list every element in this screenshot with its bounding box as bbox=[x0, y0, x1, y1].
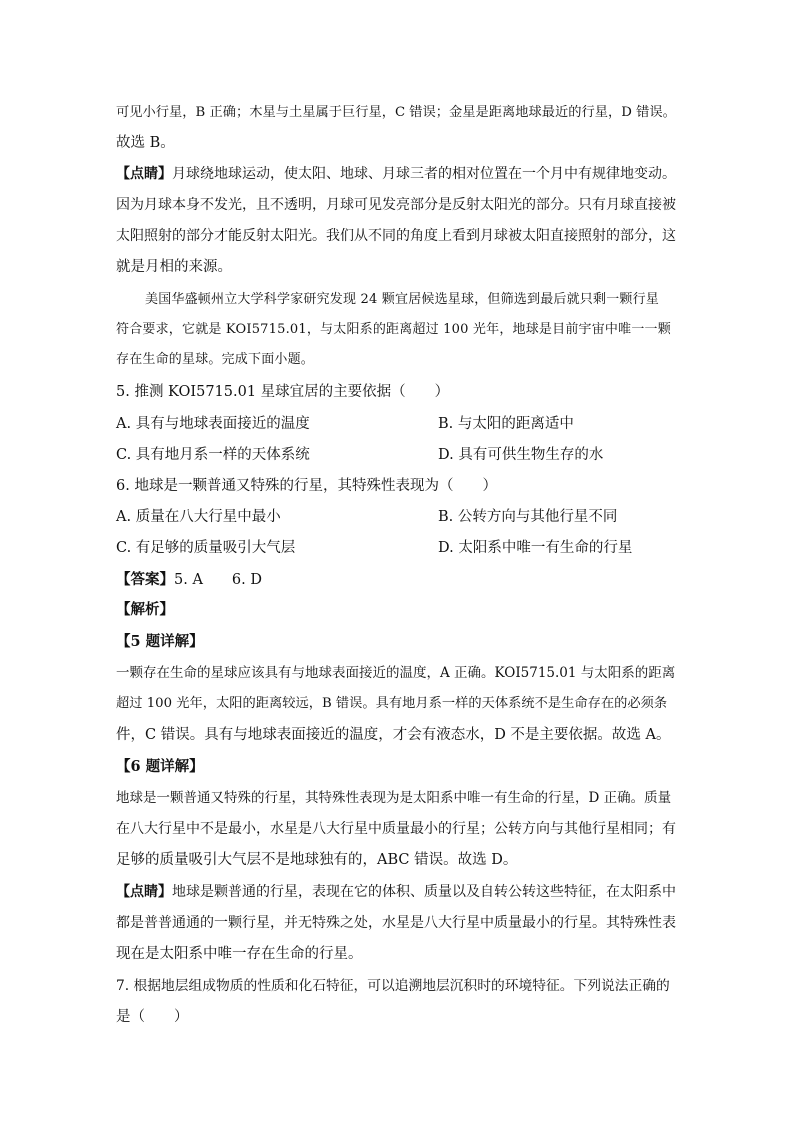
q6-option-b: B. 公转方向与其他行星不同 bbox=[438, 509, 618, 525]
q6-option-a: A. 质量在八大行星中最小 bbox=[116, 509, 281, 525]
detail-5-line: 超过 100 光年，太阳的距离较远，B 错误。具有地月系一样的天体系统不是生命存在的必须条 bbox=[116, 696, 668, 711]
text-line: 就是月相的来源。 bbox=[116, 259, 232, 275]
passage-line: 符合要求，它就是 KOI5715.01，与太阳系的距离超过 100 光年，地球是目前宇宙中唯一一颗 bbox=[116, 322, 671, 337]
tip-paragraph-line bbox=[116, 164, 676, 184]
detail-6-line: 足够的质量吸引大气层不是地球独有的，ABC 错误。故选 D。 bbox=[116, 852, 518, 868]
q5-option-a: A. 具有与地球表面接近的温度 bbox=[116, 416, 310, 432]
detail-6-line: 地球是一颗普通又特殊的行星，其特殊性表现为是太阳系中唯一有生命的行星，D 正确。质量 bbox=[116, 790, 672, 806]
q5-option-d: D. 具有可供生物生存的水 bbox=[438, 447, 604, 463]
q6-option-d: D. 太阳系中唯一有生命的行星 bbox=[438, 540, 633, 556]
text-line: 因为月球本身不发光，且不透明，月球可见发亮部分是反射太阳光的部分。只有月球直接被 bbox=[116, 197, 676, 213]
tip-2-line bbox=[116, 882, 676, 902]
tip-2-line: 都是普普通通的一颗行星，并无特殊之处，水星是八大行星中质量最小的行星。其特殊性表 bbox=[116, 915, 676, 931]
tip-tag: 【点睛】 bbox=[116, 166, 172, 182]
tip-2-tag: 【点睛】 bbox=[116, 884, 172, 900]
text-line: 太阳照射的部分才能反射太阳光。我们从不同的角度上看到月球被太阳直接照射的部分，这 bbox=[116, 228, 676, 244]
detail-6-tag: 【6 题详解】 bbox=[116, 758, 204, 775]
question-7-stem: 7. 根据地层组成物质的性质和化石特征，可以追溯地层沉积时的环境特征。下列说法正确的 bbox=[116, 978, 670, 994]
detail-5-line: 一颗存在生命的星球应该具有与地球表面接近的温度，A 正确。KOI5715.01 与太阳系的距离 bbox=[116, 665, 676, 681]
detail-6-line: 在八大行星中不是最小，水星是八大行星中质量最小的行星；公转方向与其他行星相同；有 bbox=[116, 821, 676, 837]
detail-5-line: 件，C 错误。具有与地球表面接近的温度，才会有液态水，D 不是主要依据。故选 A。 bbox=[116, 727, 671, 743]
q5-option-b: B. 与太阳的距离适中 bbox=[438, 416, 574, 432]
answer-line bbox=[116, 570, 262, 590]
question-7-stem-cont: 是（ ） bbox=[116, 1009, 189, 1025]
question-6-stem: 6. 地球是一颗普通又特殊的行星，其特殊性表现为（ ） bbox=[116, 478, 497, 494]
text-line: 故选 B。 bbox=[116, 135, 175, 151]
passage-line: 存在生命的星球。完成下面小题。 bbox=[116, 352, 315, 367]
tip-2-text: 地球是颗普通的行星，表现在它的体积、质量以及自转公转这些特征，在太阳系中 bbox=[172, 884, 676, 900]
answer-tag: 【答案】 bbox=[116, 571, 174, 588]
q5-option-c: C. 具有地月系一样的天体系统 bbox=[116, 447, 310, 463]
text-line: 可见小行星，B 正确；木星与土星属于巨行星，C 错误；金星是距离地球最近的行星，D 错误。 bbox=[116, 105, 676, 120]
answer-text: 5. A 6. D bbox=[174, 572, 262, 588]
analysis-tag: 【解析】 bbox=[116, 601, 174, 618]
passage-line: 美国华盛顿州立大学科学家研究发现 24 颗宜居候选星球，但筛选到最后就只剩一颗行星 bbox=[145, 292, 660, 307]
question-5-stem: 5. 推测 KOI5715.01 星球宜居的主要依据（ ） bbox=[116, 384, 450, 400]
detail-5-tag: 【5 题详解】 bbox=[116, 633, 204, 650]
tip-2-line: 现在是太阳系中唯一存在生命的行星。 bbox=[116, 946, 363, 962]
tip-text: 月球绕地球运动，使太阳、地球、月球三者的相对位置在一个月中有规律地变动。 bbox=[172, 166, 676, 182]
q6-option-c: C. 有足够的质量吸引大气层 bbox=[116, 540, 296, 556]
